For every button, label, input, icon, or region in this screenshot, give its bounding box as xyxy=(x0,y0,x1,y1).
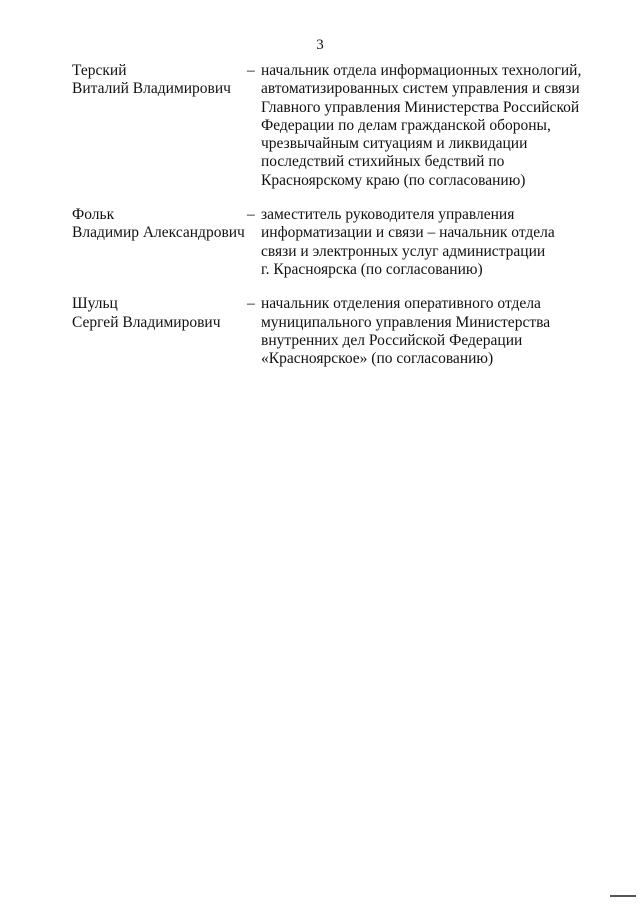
position-line: чрезвычайным ситуациям и ликвидации xyxy=(261,135,528,153)
dash-separator: – xyxy=(247,295,255,313)
member-position xyxy=(261,206,592,279)
position-line: Красноярскому краю (по согласованию) xyxy=(261,171,526,189)
member-surname: Фольк xyxy=(72,206,115,224)
dash-separator: – xyxy=(247,206,255,224)
member-entry-folk xyxy=(72,206,592,279)
position-line: информатизации и связи – начальник отдела xyxy=(261,224,555,242)
position-line: связи и электронных услуг администрации xyxy=(261,242,546,260)
member-surname: Шульц xyxy=(72,295,118,313)
member-position xyxy=(261,62,592,190)
position-line: Федерации по делам гражданской обороны, xyxy=(261,116,551,134)
member-name xyxy=(72,62,247,99)
member-name xyxy=(72,206,247,243)
member-given-names: Владимир Александрович xyxy=(72,224,245,242)
member-surname: Терский xyxy=(72,62,127,79)
scan-edge-mark xyxy=(610,895,636,897)
position-line: заместитель руководителя управления xyxy=(261,206,515,224)
position-line: «Красноярское» (по согласованию) xyxy=(261,350,494,368)
position-line: начальник отдела информационных технологий, xyxy=(261,62,582,79)
position-line: начальник отделения оперативного отдела xyxy=(261,295,541,313)
dash-separator: – xyxy=(247,62,255,79)
page-number: 3 xyxy=(316,37,324,53)
member-given-names: Виталий Владимирович xyxy=(72,80,231,98)
member-name xyxy=(72,295,247,332)
position-line: внутренних дел Российской Федерации xyxy=(261,331,523,349)
member-list xyxy=(72,62,592,368)
member-entry-tersky xyxy=(72,62,592,190)
position-line: г. Красноярска (по согласованию) xyxy=(261,260,483,278)
position-line: Главного управления Министерства Российской xyxy=(261,98,580,116)
position-line: последствий стихийных бедствий по xyxy=(261,153,505,171)
member-given-names: Сергей Владимирович xyxy=(72,313,221,331)
position-line: автоматизированных систем управления и связи xyxy=(261,80,580,98)
member-entry-shults xyxy=(72,295,592,368)
member-position xyxy=(261,295,592,368)
position-line: муниципального управления Министерства xyxy=(261,313,551,331)
